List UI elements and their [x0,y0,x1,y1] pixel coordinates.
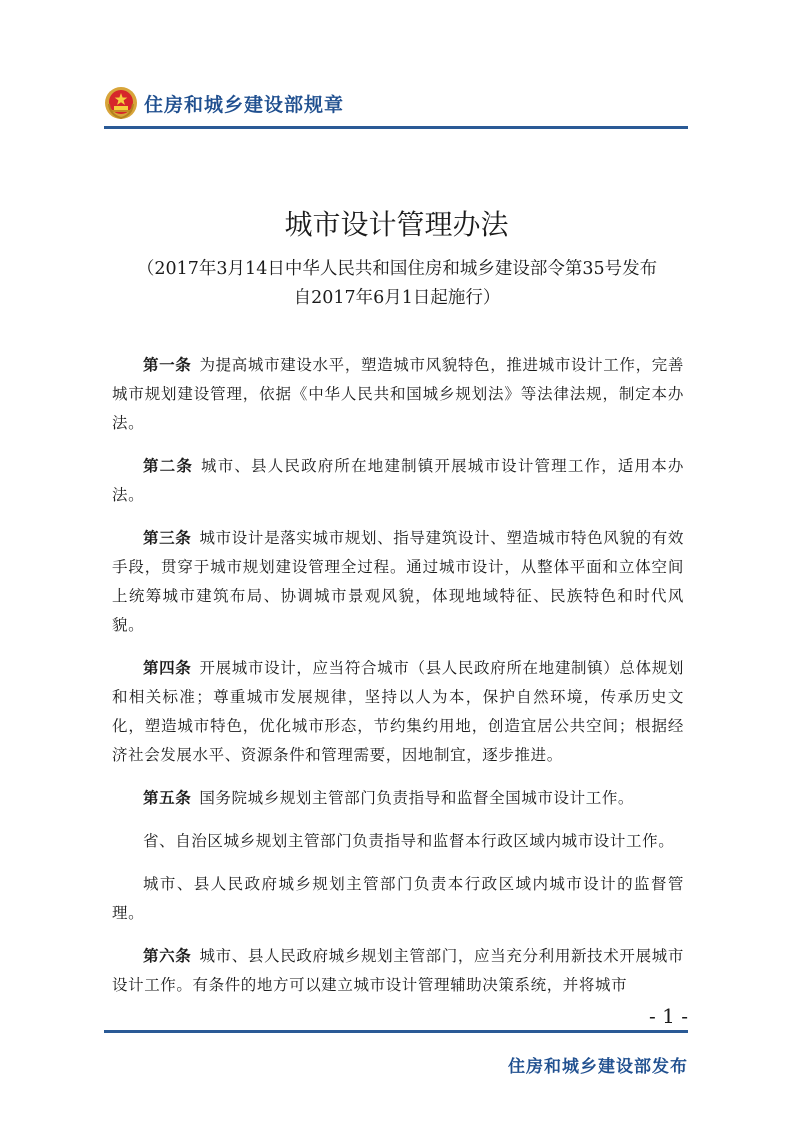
page-number: - 1 - [649,1004,688,1028]
header-title: 住房和城乡建设部规章 [144,93,345,116]
article-text: 开展城市设计，应当符合城市（县人民政府所在地建制镇）总体规划和相关标准；尊重城市发展规律，坚持以人为本，保护自然环境，传承历史文化，塑造城市特色，优化城市形态，节约集约用地，创造宜居公共空间；根据经济社会发展水平、资源条件和管理需要，因地制宜，逐步推进。 [112,659,684,764]
article-5-paragraph-2 [112,827,684,856]
footer-divider [104,1030,688,1033]
article-label: 第四条 [143,659,192,677]
article-label: 第三条 [143,529,192,547]
article-text: 城市、县人民政府城乡规划主管部门负责本行政区域内城市设计的监督管理。 [112,875,684,922]
article-5 [112,784,684,813]
article-label: 第一条 [143,356,192,374]
subtitle-line-2: 自2017年6月1日起施行） [293,288,501,308]
article-3 [112,524,684,640]
document-title: 城市设计管理办法 [284,208,509,241]
document-body [112,351,684,1014]
article-text: 省、自治区城乡规划主管部门负责指导和监督本行政区域内城市设计工作。 [143,832,675,850]
header-divider [104,126,688,129]
article-2 [112,452,684,510]
article-text: 城市设计是落实城市规划、指导建筑设计、塑造城市特色风貌的有效手段，贯穿于城市规划建设管理全过程。通过城市设计，从整体平面和立体空间上统筹城市建筑布局、协调城市景观风貌，体现地域特征、民族特色和时代风貌。 [112,529,684,634]
page-header [104,86,344,120]
article-5-paragraph-3 [112,870,684,928]
article-label: 第五条 [143,789,192,807]
article-text: 为提高城市建设水平，塑造城市风貌特色，推进城市设计工作，完善城市规划建设管理，依据《中华人民共和国城乡规划法》等法律法规，制定本办法。 [112,356,684,432]
article-4 [112,654,684,770]
document-subtitle [112,255,682,313]
article-text: 城市、县人民政府所在地建制镇开展城市设计管理工作，适用本办法。 [112,457,684,504]
footer-publisher: 住房和城乡建设部发布 [508,1057,688,1077]
article-text: 城市、县人民政府城乡规划主管部门，应当充分利用新技术开展城市设计工作。有条件的地方可以建立城市设计管理辅助决策系统，并将城市 [112,947,684,994]
article-1 [112,351,684,438]
article-6 [112,942,684,1000]
national-emblem-icon [104,86,138,120]
article-text: 国务院城乡规划主管部门负责指导和监督全国城市设计工作。 [199,789,635,807]
article-label: 第六条 [143,947,192,965]
subtitle-line-1: （2017年3月14日中华人民共和国住房和城乡建设部令第35号发布 [136,259,658,279]
article-label: 第二条 [143,457,194,475]
